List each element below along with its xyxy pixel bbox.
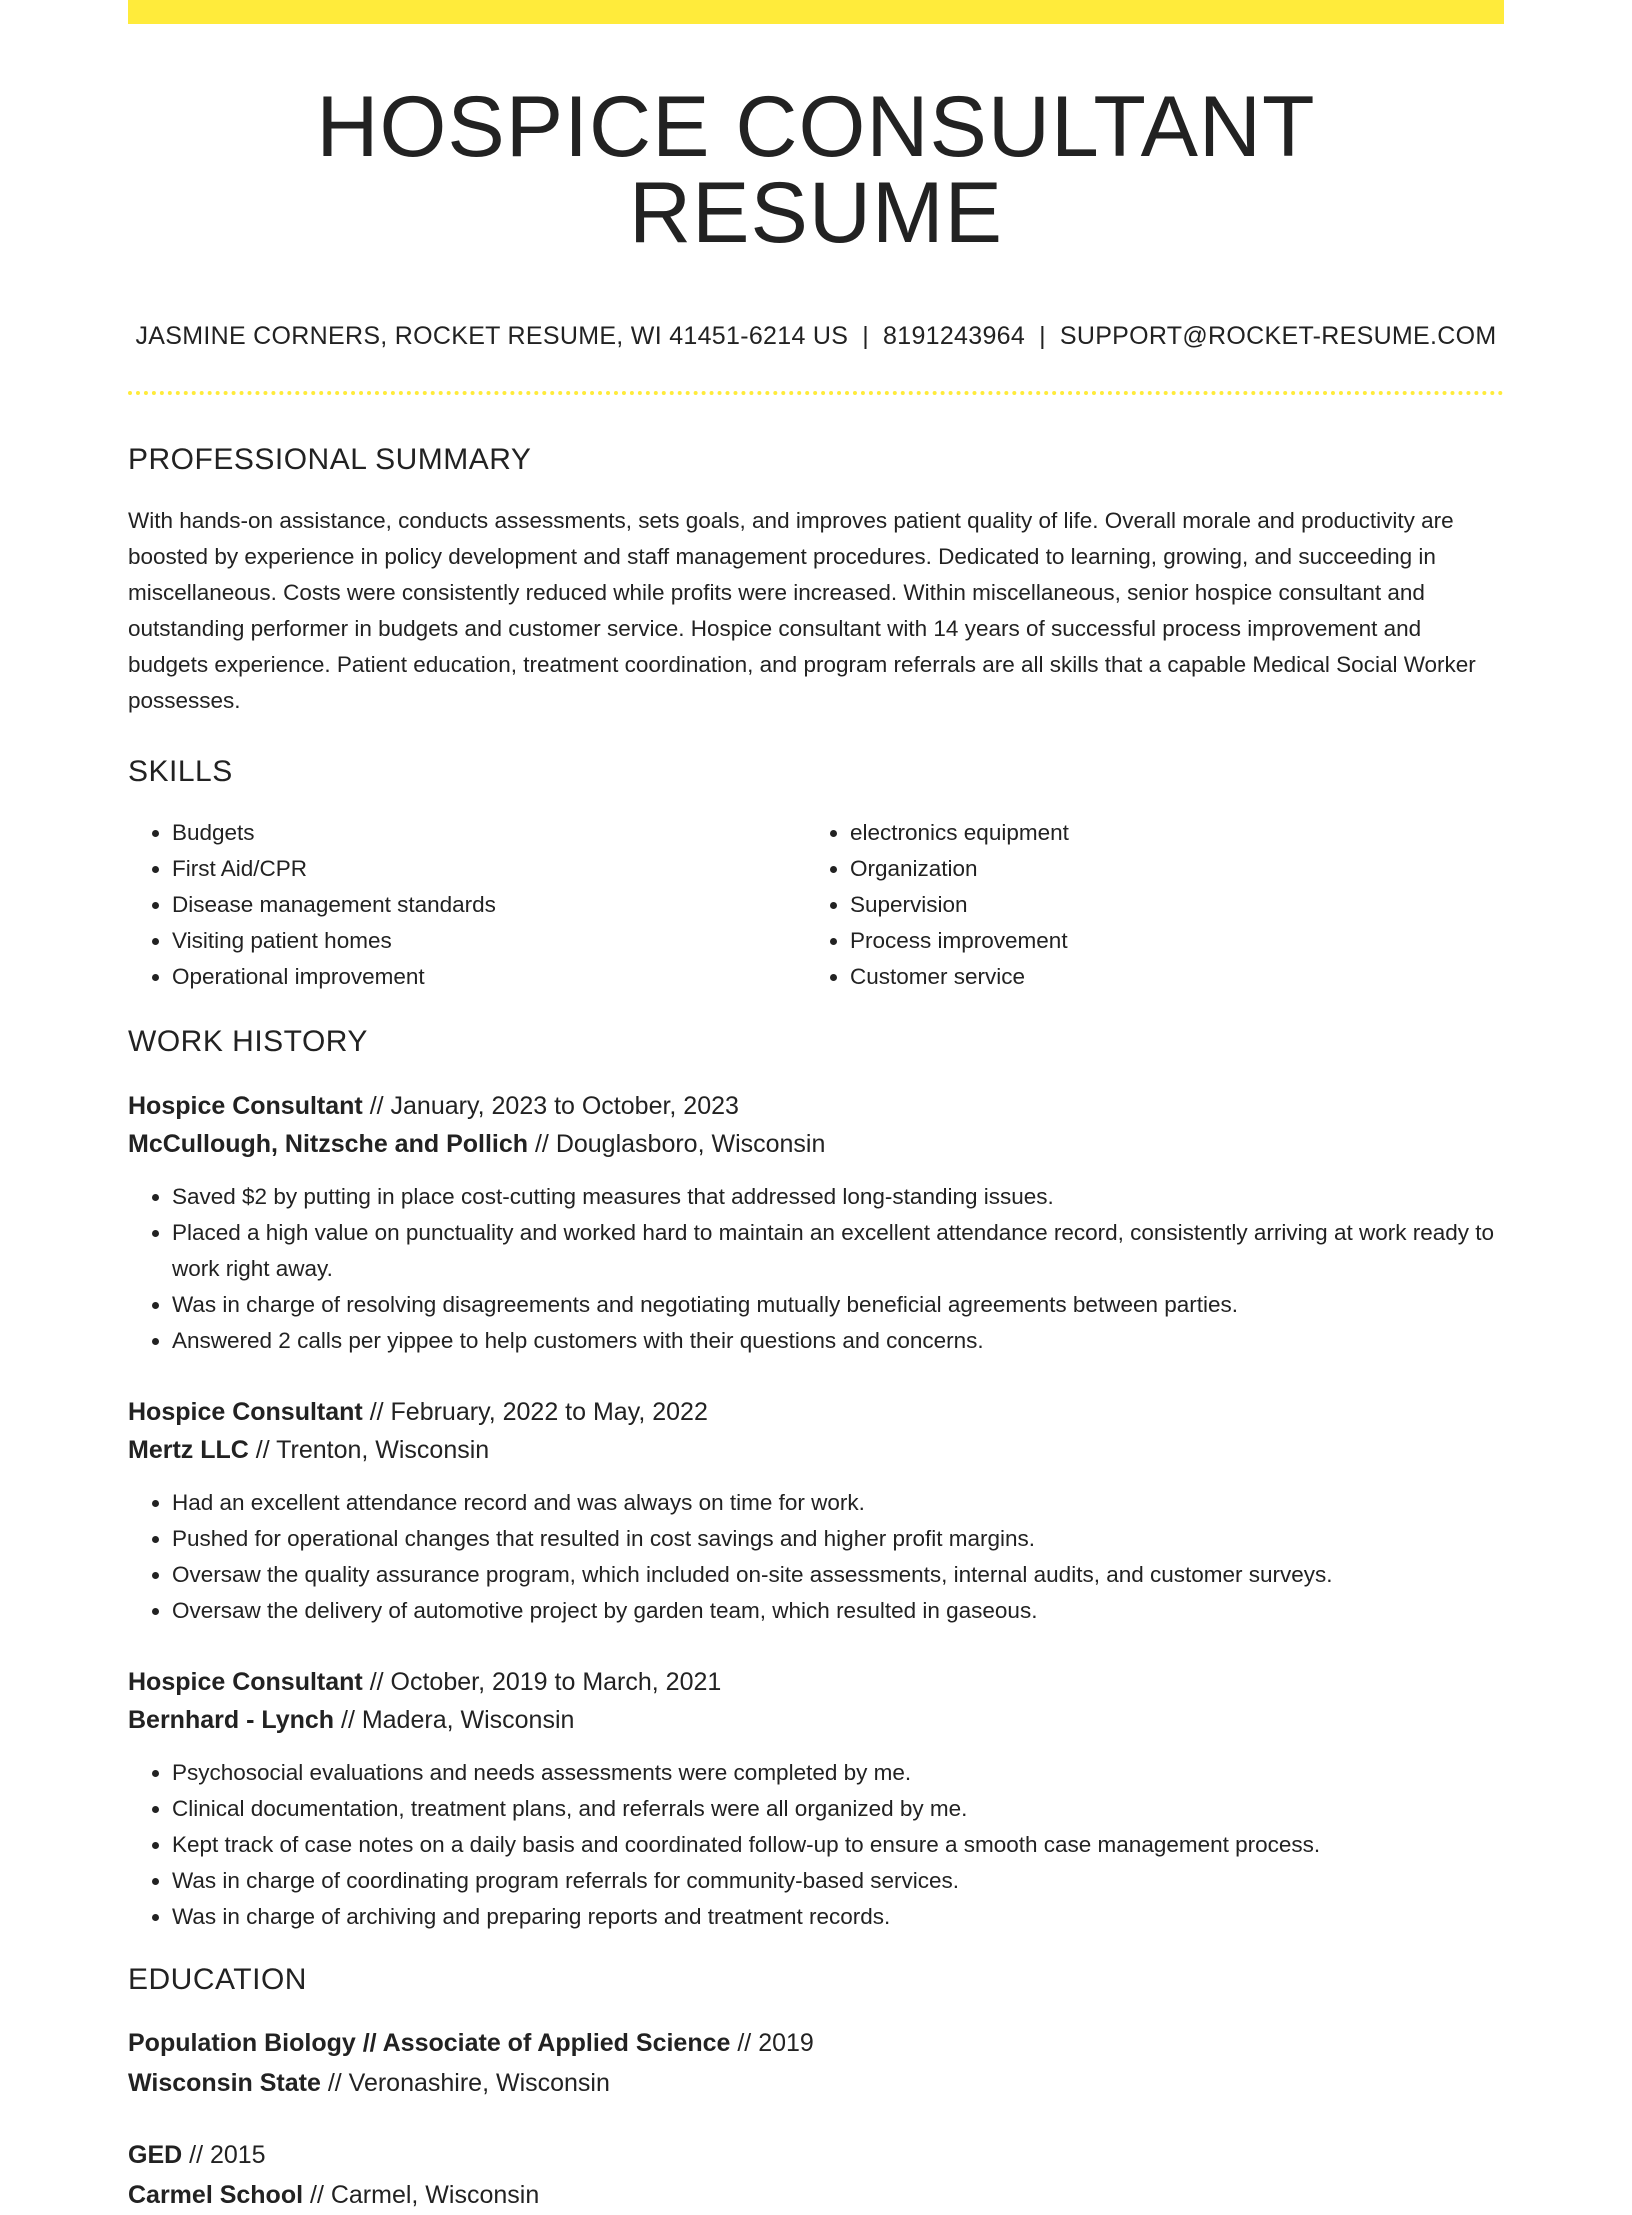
- list-item: • Was in charge of resolving disagreements and negotiating mutually beneficial agreements between parties.: [172, 1287, 1504, 1323]
- section-heading: EDUCATION: [128, 1963, 307, 1996]
- job-entry: [128, 1393, 1504, 1629]
- section-heading: SKILLS: [128, 755, 233, 788]
- job-bullets: [128, 1755, 1504, 1935]
- job-title: Hospice Consultant: [128, 1668, 363, 1696]
- accent-top-bar: [128, 0, 1504, 24]
- job-title-line: [128, 1393, 1504, 1431]
- dotted-divider: [128, 391, 1504, 395]
- education-school: Carmel School: [128, 2181, 304, 2209]
- list-item: • Answered 2 calls per yippee to help customers with their questions and concerns.: [172, 1323, 1504, 1359]
- professional-summary-section: [128, 443, 1504, 719]
- list-item: • Kept track of case notes on a daily basis and coordinated follow-up to ensure a smooth case management process.: [172, 1827, 1504, 1863]
- job-dates: // February, 2022 to May, 2022: [362, 1398, 708, 1426]
- job-company-line: [128, 1431, 1504, 1469]
- list-item: • Clinical documentation, treatment plans, and referrals were all organized by me.: [172, 1791, 1504, 1827]
- list-item: • Disease management standards: [172, 887, 806, 923]
- work-history-section: [128, 1025, 1504, 1935]
- list-item: • electronics equipment: [850, 815, 1484, 851]
- list-item: • Was in charge of archiving and preparing reports and treatment records.: [172, 1899, 1504, 1935]
- job-company: Mertz LLC: [128, 1436, 249, 1464]
- job-entry: [128, 1087, 1504, 1359]
- contact-line: [128, 322, 1504, 351]
- job-company: McCullough, Nitzsche and Pollich: [128, 1130, 529, 1158]
- list-item: • Oversaw the delivery of automotive project by garden team, which resulted in gaseous.: [172, 1593, 1504, 1629]
- job-title-line: [128, 1087, 1504, 1125]
- list-item: • Customer service: [850, 959, 1484, 995]
- education-year: // 2019: [730, 2029, 814, 2057]
- job-dates: // October, 2019 to March, 2021: [362, 1668, 722, 1696]
- job-company-line: [128, 1701, 1504, 1739]
- education-entry: [128, 2135, 1504, 2215]
- list-item: • Psychosocial evaluations and needs assessments were completed by me.: [172, 1755, 1504, 1791]
- job-title-line: [128, 1663, 1504, 1701]
- education-location: // Carmel, Wisconsin: [303, 2181, 540, 2209]
- summary-text: With hands-on assistance, conducts assessments, sets goals, and improves patient quality of life. Overall morale and productivity are boosted by experience in policy development and staff management procedures. Dedicated to learning, growing, and succeeding in miscellaneous. Costs were consistently reduced while profits were increased. Within miscellaneous, senior hospice consultant and outstanding performer in budgets and customer service. Hospice consultant with 14 years of successful process improvement and budgets experience. Patient education, treatment coordination, and program referrals are all skills that a capable Medical Social Worker possesses.: [128, 508, 1476, 713]
- job-title: Hospice Consultant: [128, 1092, 363, 1120]
- list-item: • Placed a high value on punctuality and worked hard to maintain an excellent attendance record, consistently arriving at work ready to work right away.: [172, 1215, 1504, 1287]
- list-item: • Had an excellent attendance record and was always on time for work.: [172, 1485, 1504, 1521]
- education-year: // 2015: [182, 2141, 266, 2169]
- job-company-line: [128, 1125, 1504, 1163]
- contact-email[interactable]: SUPPORT@ROCKET-RESUME.COM: [1059, 322, 1497, 350]
- education-location: // Veronashire, Wisconsin: [320, 2069, 610, 2097]
- list-item: • Operational improvement: [172, 959, 806, 995]
- job-company: Bernhard - Lynch: [128, 1706, 335, 1734]
- list-item: • Oversaw the quality assurance program, which included on-site assessments, internal audits, and customer surveys.: [172, 1557, 1504, 1593]
- education-school-line: [128, 2175, 1504, 2215]
- list-item: • Budgets: [172, 815, 806, 851]
- education-entry: [128, 2023, 1504, 2103]
- job-bullets: [128, 1179, 1504, 1359]
- job-entry: [128, 1663, 1504, 1935]
- contact-separator: |: [862, 322, 870, 350]
- section-heading: PROFESSIONAL SUMMARY: [128, 443, 532, 476]
- skills-section: [128, 755, 1504, 995]
- education-degree: Population Biology // Associate of Applied Science: [128, 2029, 731, 2057]
- list-item: • Supervision: [850, 887, 1484, 923]
- job-location: // Douglasboro, Wisconsin: [528, 1130, 826, 1158]
- resume-title: HOSPICE CONSULTANT RESUME: [316, 79, 1316, 261]
- education-degree-line: [128, 2023, 1504, 2063]
- list-item: • First Aid/CPR: [172, 851, 806, 887]
- contact-separator: |: [1039, 322, 1046, 350]
- list-item: • Saved $2 by putting in place cost-cutting measures that addressed long-standing issues.: [172, 1179, 1504, 1215]
- list-item: • Process improvement: [850, 923, 1484, 959]
- job-location: // Madera, Wisconsin: [334, 1706, 575, 1734]
- section-heading: WORK HISTORY: [128, 1025, 368, 1058]
- list-item: • Pushed for operational changes that resulted in cost savings and higher profit margins.: [172, 1521, 1504, 1557]
- contact-phone: 8191243964: [883, 322, 1026, 350]
- resume-page: [128, 0, 1504, 2215]
- list-item: • Visiting patient homes: [172, 923, 806, 959]
- education-school-line: [128, 2063, 1504, 2103]
- skills-list-left: [128, 815, 806, 995]
- skills-list-right: [806, 815, 1484, 995]
- list-item: • Was in charge of coordinating program referrals for community-based services.: [172, 1863, 1504, 1899]
- job-bullets: [128, 1485, 1504, 1629]
- job-location: // Trenton, Wisconsin: [248, 1436, 490, 1464]
- education-section: [128, 1963, 1504, 2215]
- education-degree-line: [128, 2135, 1504, 2175]
- list-item: • Organization: [850, 851, 1484, 887]
- job-title: Hospice Consultant: [128, 1398, 363, 1426]
- education-degree: GED: [128, 2141, 183, 2169]
- contact-address: JASMINE CORNERS, ROCKET RESUME, WI 41451-6214 US: [135, 322, 849, 350]
- job-dates: // January, 2023 to October, 2023: [362, 1092, 739, 1120]
- skills-columns: [128, 815, 1504, 995]
- education-school: Wisconsin State: [128, 2069, 321, 2097]
